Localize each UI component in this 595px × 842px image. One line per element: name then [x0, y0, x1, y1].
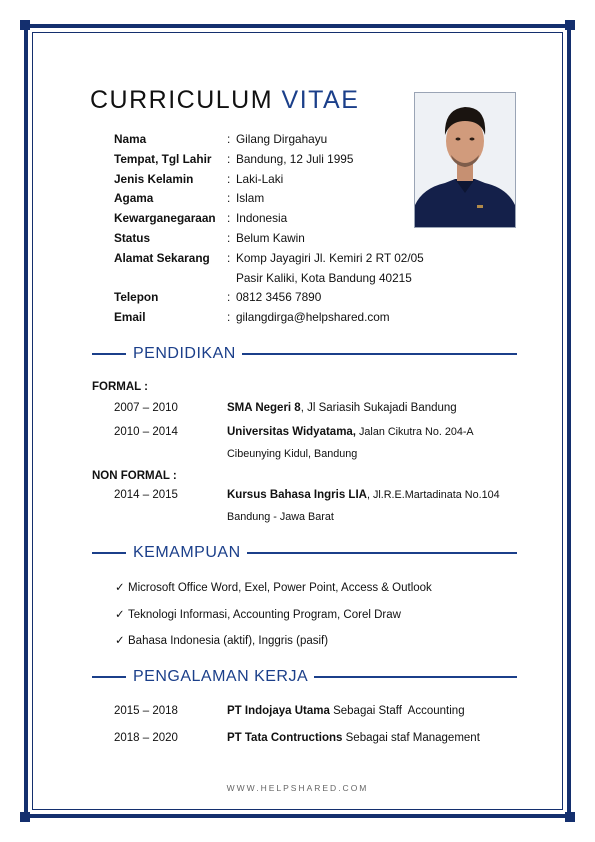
section-title: PENGALAMAN KERJA [133, 668, 309, 685]
info-colon: : [227, 211, 231, 226]
info-row-status [114, 229, 424, 249]
info-value: Gilang Dirgahayu [236, 132, 328, 146]
section-education-heading [92, 344, 517, 364]
footer-website: WWW.HELPSHARED.COM [226, 783, 369, 793]
section-rule-right [314, 676, 517, 678]
education-desc [227, 484, 517, 528]
border-corner-bl [20, 812, 30, 822]
education-detail: Jalan Cikutra No. 204-A [356, 426, 474, 438]
experience-company: PT Indojaya Utama [227, 705, 330, 717]
education-desc [227, 421, 517, 465]
checkmark-icon: ✓ [115, 582, 125, 594]
education-school: SMA Negeri 8 [227, 402, 301, 414]
info-colon: : [227, 290, 231, 305]
info-value: Islam [236, 191, 265, 206]
info-value: 0812 3456 7890 [236, 290, 322, 305]
info-label: Email [114, 310, 146, 325]
education-detail: , Jl Sariasih Sukajadi Bandung [300, 402, 457, 414]
education-years: 2010 – 2014 [114, 426, 178, 438]
info-label: Agama [114, 191, 154, 206]
skill-text: Teknologi Informasi, Accounting Program, Corel Draw [128, 609, 401, 621]
info-colon: : [227, 191, 231, 206]
skill-text: Bahasa Indonesia (aktif), Inggris (pasif) [128, 635, 329, 647]
info-label: Status [114, 230, 151, 245]
info-row-nationality [114, 209, 424, 229]
info-label: Telepon [114, 290, 159, 305]
info-row-gender [114, 170, 424, 190]
section-title: KEMAMPUAN [133, 544, 241, 561]
education-school: Universitas Widyatama, [227, 426, 357, 438]
profile-photo-illustration [415, 93, 515, 227]
formal-label: FORMAL : [92, 381, 149, 393]
personal-info [114, 130, 424, 328]
info-value: Belum Kawin [236, 230, 305, 245]
education-detail-2: Cibeunying Kidul, Bandung [227, 448, 358, 460]
education-years: 2014 – 2015 [114, 489, 178, 501]
skill-item [115, 580, 432, 594]
info-colon: : [227, 250, 231, 265]
title-part2: VITAE [281, 86, 360, 114]
info-value: Indonesia [236, 211, 288, 226]
border-corner-tr [565, 20, 575, 30]
info-row-email [114, 308, 424, 328]
info-row-name [114, 130, 424, 150]
section-rule-left [92, 552, 126, 554]
experience-role: Sebagai Staff Accounting [329, 705, 465, 717]
experience-years: 2015 – 2018 [114, 705, 178, 717]
profile-photo [414, 92, 516, 228]
education-desc [227, 397, 517, 419]
info-label: Kewarganegaraan [114, 211, 216, 226]
section-experience-heading [92, 667, 517, 687]
title-part1: CURRICULUM [90, 86, 274, 114]
address-line-2: Pasir Kaliki, Kota Bandung 40215 [236, 270, 412, 285]
checkmark-icon: ✓ [115, 609, 125, 621]
education-school: Kursus Bahasa Ingris LIA [227, 489, 367, 501]
experience-desc [227, 727, 517, 749]
info-colon: : [227, 310, 231, 325]
experience-years: 2018 – 2020 [114, 732, 178, 744]
section-title: PENDIDIKAN [133, 345, 236, 362]
info-colon: : [227, 132, 231, 146]
info-row-address [114, 249, 424, 289]
section-skills-heading [92, 543, 517, 563]
skill-item [115, 607, 401, 621]
education-detail: , Jl.R.E.Martadinata No.104 [366, 489, 500, 501]
info-label: Tempat, Tgl Lahir [114, 151, 212, 166]
section-rule-left [92, 676, 126, 678]
experience-role: Sebagai staf Management [342, 732, 480, 744]
skill-item [115, 633, 328, 647]
address-line-1: Komp Jayagiri Jl. Kemiri 2 RT 02/05 [236, 250, 424, 265]
info-colon: : [227, 230, 231, 245]
info-label: Nama [114, 132, 147, 146]
border-corner-br [565, 812, 575, 822]
education-years: 2007 – 2010 [114, 402, 178, 414]
section-rule-left [92, 353, 126, 355]
experience-desc [227, 700, 517, 722]
info-label: Alamat Sekarang [114, 250, 210, 265]
section-rule-right [242, 353, 517, 355]
checkmark-icon: ✓ [115, 635, 125, 647]
section-rule-right [247, 552, 517, 554]
info-value: gilangdirga@helpshared.com [236, 310, 390, 325]
info-value [236, 249, 424, 289]
nonformal-label: NON FORMAL : [92, 470, 177, 482]
info-value: Laki-Laki [236, 171, 284, 186]
education-detail-2: Bandung - Jawa Barat [227, 511, 334, 523]
info-row-phone [114, 288, 424, 308]
border-corner-tl [20, 20, 30, 30]
info-colon: : [227, 171, 231, 186]
info-value: Bandung, 12 Juli 1995 [236, 151, 354, 166]
skill-text: Microsoft Office Word, Exel, Power Point, Access & Outlook [128, 582, 432, 594]
info-label: Jenis Kelamin [114, 171, 194, 186]
info-row-religion [114, 189, 424, 209]
experience-company: PT Tata Contructions [227, 732, 343, 744]
info-colon: : [227, 151, 231, 166]
page-title [90, 86, 359, 115]
info-row-birth [114, 150, 424, 170]
